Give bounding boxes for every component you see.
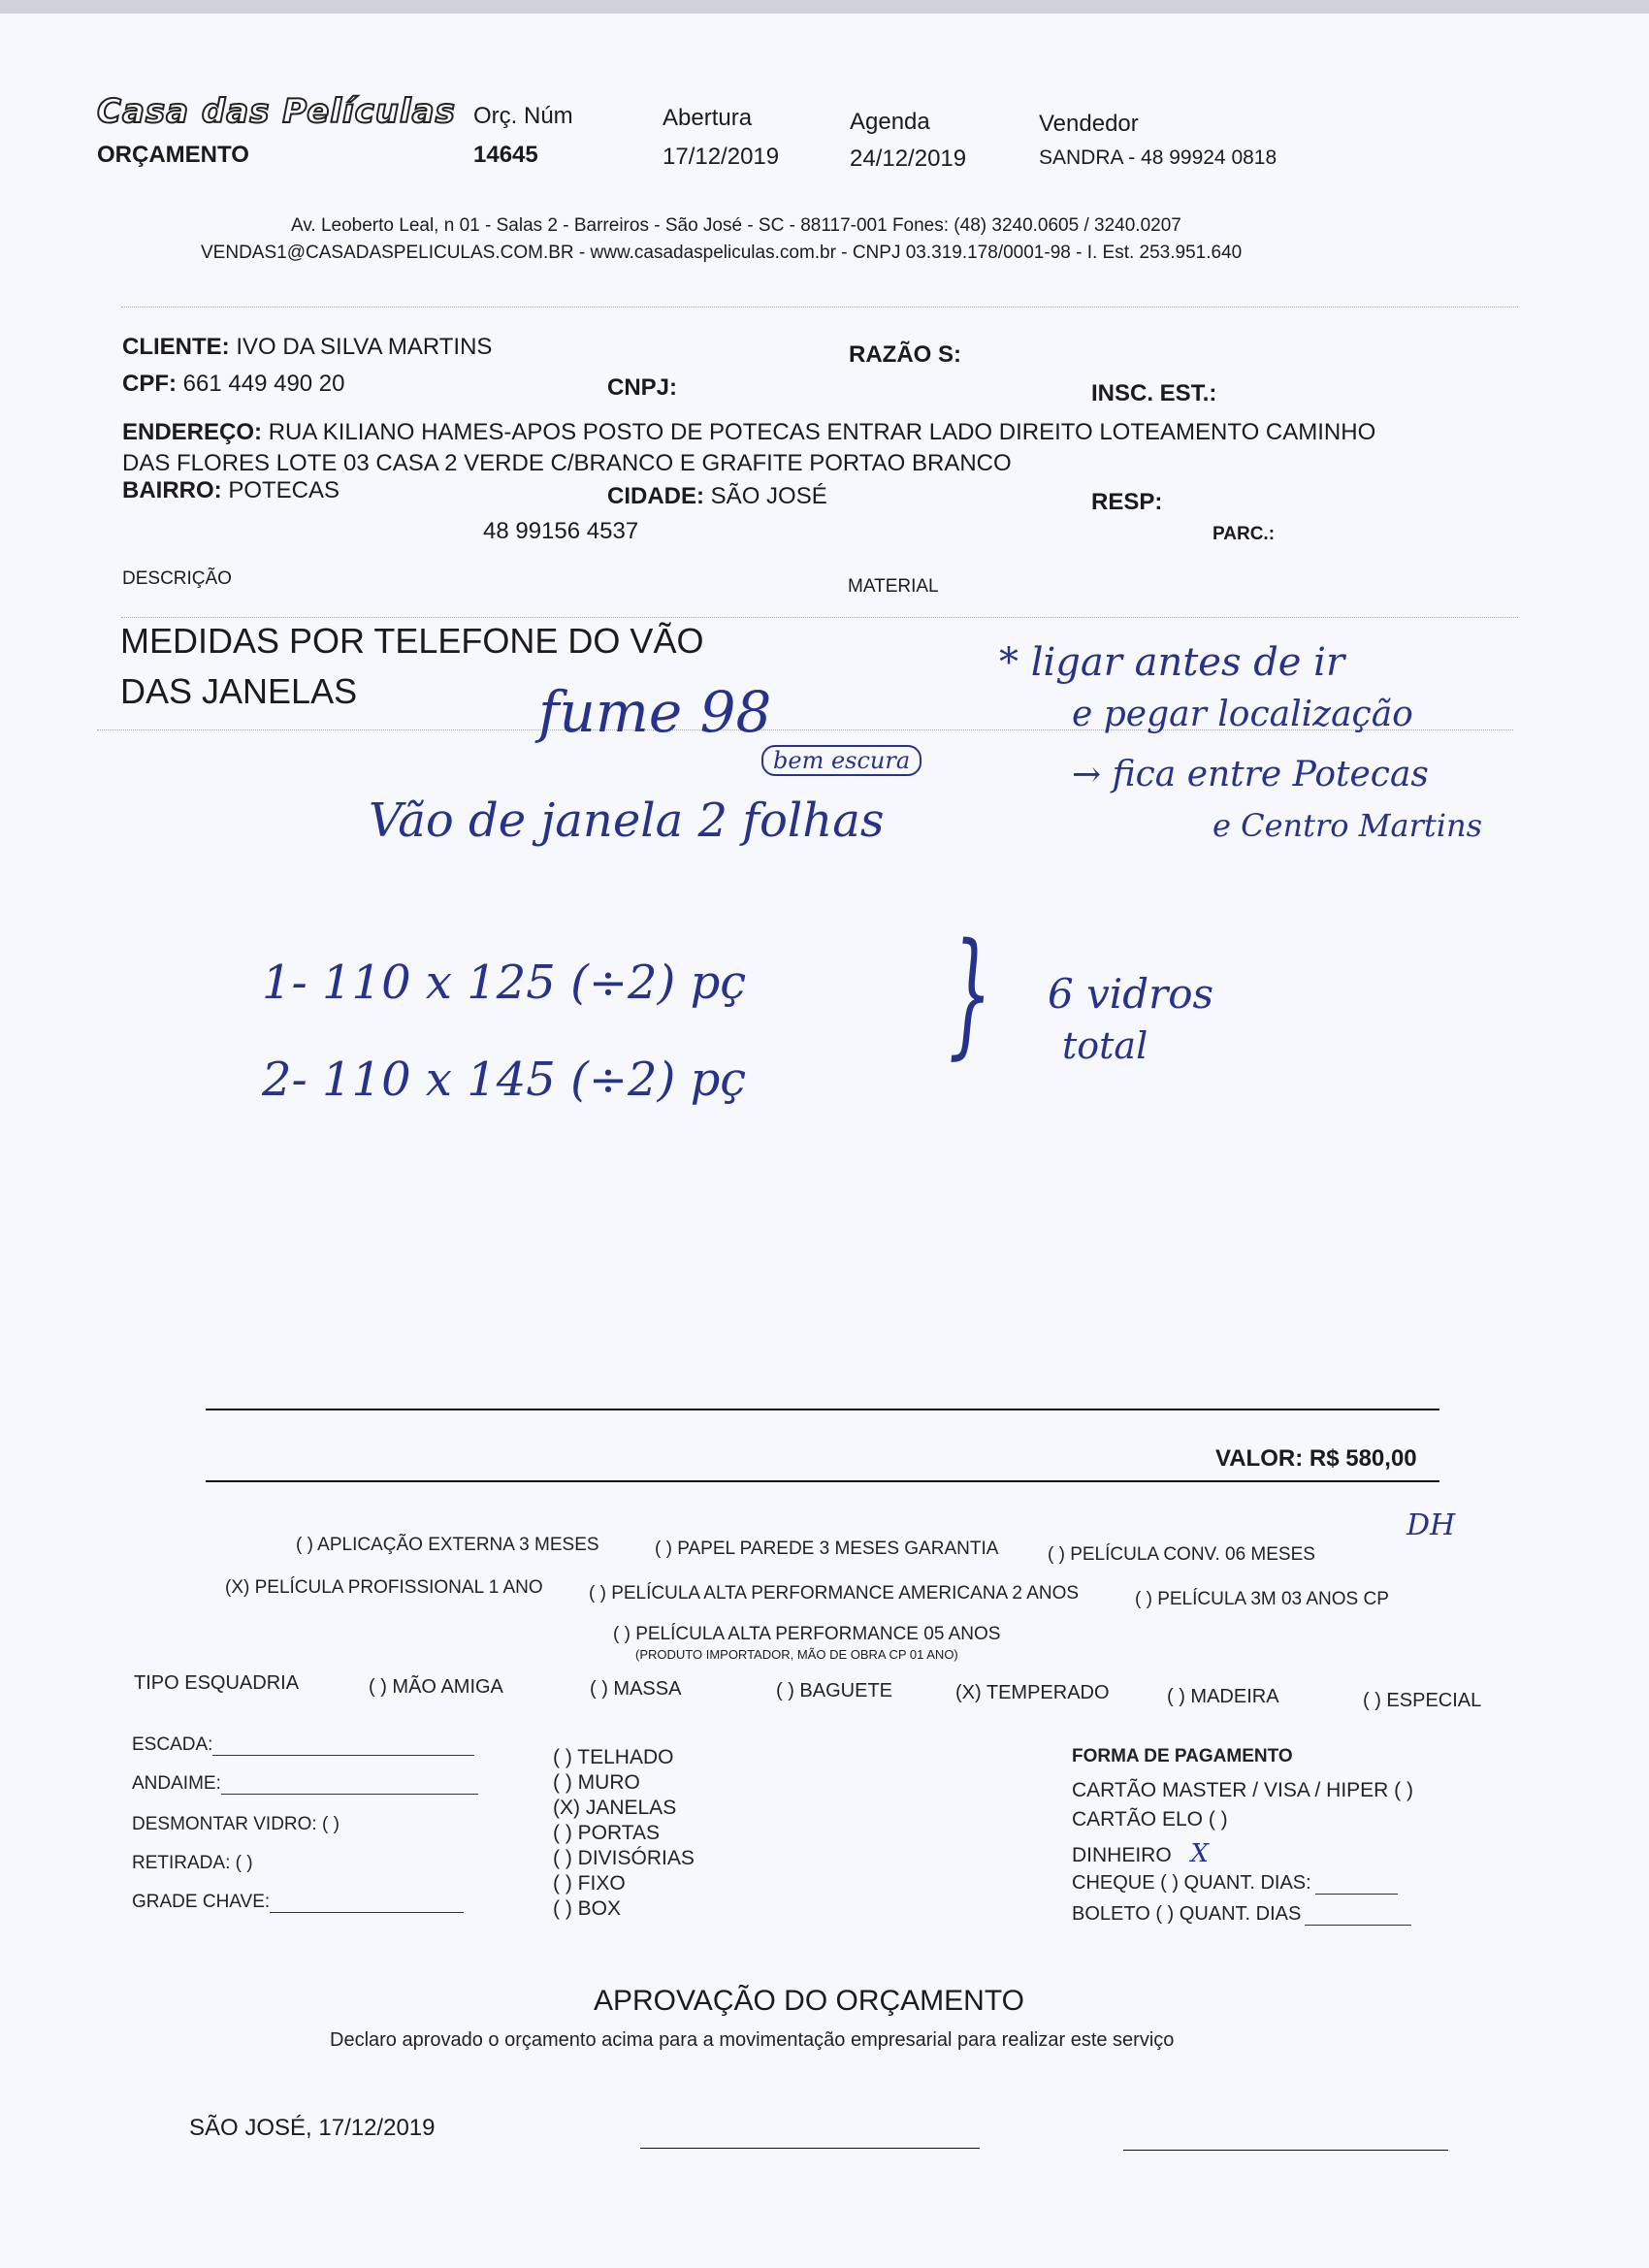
escada-field[interactable] xyxy=(132,1734,474,1756)
divider xyxy=(121,307,1518,308)
description-line-2: DAS JANELAS xyxy=(120,671,358,711)
andaime-label: ANDAIME: xyxy=(132,1773,221,1794)
boleto-label: BOLETO ( ) QUANT. DIAS xyxy=(1072,1903,1302,1925)
vendedor-label: Vendedor xyxy=(1039,111,1139,137)
agenda-label: Agenda xyxy=(850,109,930,135)
cpf-value: 661 449 490 20 xyxy=(182,371,345,397)
cpf-label: CPF: xyxy=(122,371,177,397)
endereco-value: RUA KILIANO HAMES-APOS POSTO DE POTECAS ENTRAR LADO DIREITO LOTEAMENTO CAMINHO xyxy=(268,419,1376,445)
payment-cheque[interactable] xyxy=(1072,1872,1398,1895)
orc-value: 14645 xyxy=(473,142,538,168)
cliente-value: IVO DA SILVA MARTINS xyxy=(236,334,493,360)
option-note: (PRODUTO IMPORTADOR, MÃO DE OBRA CP 01 ANO) xyxy=(635,1647,958,1662)
client-phone: 48 99156 4537 xyxy=(483,518,639,544)
esquadria-especial[interactable]: ( ) ESPECIAL xyxy=(1363,1690,1482,1711)
company-logo: Casa das Películas xyxy=(97,92,456,131)
handwritten-note: e pegar localização xyxy=(1072,695,1413,734)
option-aplicacao-externa[interactable]: ( ) APLICAÇÃO EXTERNA 3 MESES xyxy=(296,1535,599,1555)
handwritten-total: total xyxy=(1062,1024,1148,1067)
company-address: Av. Leoberto Leal, n 01 - Salas 2 - Barreiros - São José - SC - 88117-001 Fones: (48) 3240.0605 / 3240.0207 xyxy=(291,215,1181,236)
brace-icon: } xyxy=(949,915,992,1073)
dinheiro-label: DINHEIRO xyxy=(1072,1844,1172,1866)
cheque-label: CHEQUE ( ) QUANT. DIAS: xyxy=(1072,1872,1311,1894)
payment-master[interactable]: CARTÃO MASTER / VISA / HIPER ( ) xyxy=(1072,1779,1414,1801)
option-pelicula-americana[interactable]: ( ) PELÍCULA ALTA PERFORMANCE AMERICANA 2 ANOS xyxy=(589,1583,1080,1604)
check-fixo[interactable]: ( ) FIXO xyxy=(553,1872,626,1895)
payment-elo[interactable]: CARTÃO ELO ( ) xyxy=(1072,1808,1228,1831)
signature-line xyxy=(1123,2150,1448,2151)
andaime-field[interactable] xyxy=(132,1773,478,1795)
option-pelicula-3m[interactable]: ( ) PELÍCULA 3M 03 ANOS CP xyxy=(1135,1589,1389,1609)
cliente-row xyxy=(122,334,492,361)
check-divisorias[interactable]: ( ) DIVISÓRIAS xyxy=(553,1847,695,1869)
orc-label: Orç. Núm xyxy=(473,103,573,129)
valor-value: R$ 580,00 xyxy=(1309,1445,1417,1472)
cliente-label: CLIENTE: xyxy=(122,334,230,360)
bairro-label: BAIRRO: xyxy=(122,477,222,503)
handwritten-vao: Vão de janela 2 folhas xyxy=(369,794,885,848)
option-pelicula-conv[interactable]: ( ) PELÍCULA CONV. 06 MESES xyxy=(1048,1544,1315,1565)
approval-text: Declaro aprovado o orçamento acima para a movimentação empresarial para realizar este serviço xyxy=(330,2029,1175,2051)
handwritten-note: * ligar antes de ir xyxy=(999,640,1345,685)
vendedor-value: SANDRA - 48 99924 0818 xyxy=(1039,146,1277,169)
bairro-value: POTECAS xyxy=(228,477,340,503)
option-pelicula-alta-05[interactable]: ( ) PELÍCULA ALTA PERFORMANCE 05 ANOS xyxy=(613,1624,1001,1644)
endereco-row xyxy=(122,419,1375,446)
signature-line xyxy=(640,2148,980,2149)
endereco-value-2: DAS FLORES LOTE 03 CASA 2 VERDE C/BRANCO E GRAFITE PORTAO BRANCO xyxy=(122,450,1012,476)
retirada-field[interactable]: RETIRADA: ( ) xyxy=(132,1853,253,1873)
escada-label: ESCADA: xyxy=(132,1734,213,1755)
rule xyxy=(206,1480,1439,1482)
abertura-label: Abertura xyxy=(663,105,753,131)
handwritten-initials: DH xyxy=(1406,1508,1456,1542)
resp-label: RESP: xyxy=(1091,489,1163,515)
desmontar-vidro-field[interactable]: DESMONTAR VIDRO: ( ) xyxy=(132,1814,340,1834)
scan-edge xyxy=(0,0,1649,14)
valor-label: VALOR: xyxy=(1215,1445,1304,1472)
check-telhado[interactable]: ( ) TELHADO xyxy=(553,1746,674,1768)
handwritten-measure-1: 1- 110 x 125 (÷2) pç xyxy=(262,956,747,1010)
esquadria-baguete[interactable]: ( ) BAGUETE xyxy=(776,1680,893,1701)
razao-label: RAZÃO S: xyxy=(849,341,961,368)
payment-title: FORMA DE PAGAMENTO xyxy=(1072,1746,1293,1766)
insc-label: INSC. EST.: xyxy=(1091,380,1217,406)
description-line-1: MEDIDAS POR TELEFONE DO VÃO xyxy=(120,621,704,661)
valor-row xyxy=(1215,1445,1417,1473)
company-contact: VENDAS1@CASADASPELICULAS.COM.BR - www.casadaspeliculas.com.br - CNPJ 03.319.178/0001-98 - I. Est. 253.951.640 xyxy=(201,243,1243,263)
handwritten-note: e Centro Martins xyxy=(1212,807,1482,844)
cidade-value: SÃO JOSÉ xyxy=(710,483,827,509)
material-label: MATERIAL xyxy=(848,576,939,597)
handwritten-measure-2: 2- 110 x 145 (÷2) pç xyxy=(262,1053,747,1107)
payment-dinheiro[interactable] xyxy=(1072,1839,1209,1868)
place-date: SÃO JOSÉ, 17/12/2019 xyxy=(189,2115,436,2141)
esquadria-madeira[interactable]: ( ) MADEIRA xyxy=(1167,1686,1279,1707)
abertura-value: 17/12/2019 xyxy=(663,144,780,170)
option-papel-parede[interactable]: ( ) PAPEL PAREDE 3 MESES GARANTIA xyxy=(655,1539,999,1559)
grade-chave-label: GRADE CHAVE: xyxy=(132,1892,271,1912)
endereco-label: ENDEREÇO: xyxy=(122,419,263,445)
handwritten-fume: fume 98 xyxy=(538,679,772,745)
approval-title: APROVAÇÃO DO ORÇAMENTO xyxy=(594,1985,1024,2017)
cnpj-label: CNPJ: xyxy=(607,374,678,401)
divider xyxy=(121,617,1518,618)
cidade-row xyxy=(607,483,827,510)
cpf-row xyxy=(122,371,345,398)
rule xyxy=(206,1409,1439,1410)
cidade-label: CIDADE: xyxy=(607,483,704,509)
esquadria-mao-amiga[interactable]: ( ) MÃO AMIGA xyxy=(369,1676,503,1698)
esquadria-temperado[interactable]: (X) TEMPERADO xyxy=(955,1682,1110,1703)
esquadria-label: TIPO ESQUADRIA xyxy=(134,1672,300,1694)
check-mark-icon: X xyxy=(1190,1839,1210,1868)
handwritten-note: → fica entre Potecas xyxy=(1072,755,1429,794)
agenda-value: 24/12/2019 xyxy=(850,146,967,172)
check-box[interactable]: ( ) BOX xyxy=(553,1897,622,1920)
check-portas[interactable]: ( ) PORTAS xyxy=(553,1822,661,1844)
check-muro[interactable]: ( ) MURO xyxy=(553,1771,640,1794)
doc-type: ORÇAMENTO xyxy=(97,142,249,168)
handwritten-total: 6 vidros xyxy=(1048,970,1214,1018)
check-janelas[interactable]: (X) JANELAS xyxy=(553,1797,677,1819)
bairro-row xyxy=(122,477,340,504)
descricao-label: DESCRIÇÃO xyxy=(122,568,232,589)
parc-label: PARC.: xyxy=(1212,524,1276,544)
option-pelicula-profissional[interactable]: (X) PELÍCULA PROFISSIONAL 1 ANO xyxy=(225,1577,543,1598)
esquadria-massa[interactable]: ( ) MASSA xyxy=(590,1678,682,1700)
grade-chave-field[interactable] xyxy=(132,1892,464,1913)
payment-boleto[interactable] xyxy=(1072,1903,1411,1926)
handwritten-bem-escura: bem escura xyxy=(761,745,922,776)
